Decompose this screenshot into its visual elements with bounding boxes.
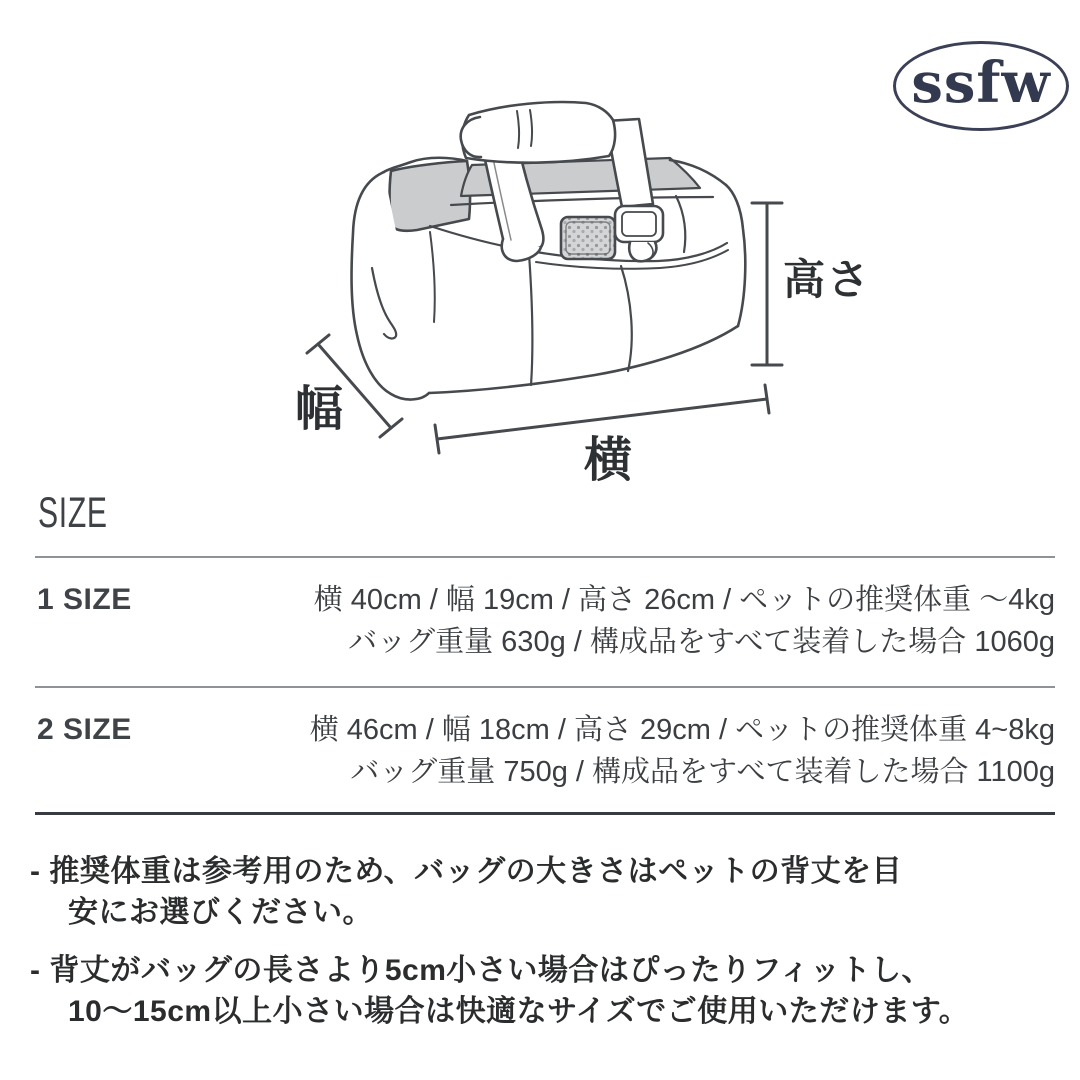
mesh-window [561,217,615,259]
bag-diagram [0,0,1080,520]
size-row-content [314,579,1055,663]
bag-top-left-panel [390,161,470,231]
size-heading: SIZE [38,489,108,537]
size-table [35,556,1055,815]
note-item-2 [30,950,1050,1032]
length-label: 横 [584,434,635,487]
size-row-spec: 横 46cm / 幅 18cm / 高さ 29cm / ペットの推奨体重 4~8kg [309,714,1055,746]
size-row-content [310,709,1055,793]
size-row-1 [35,558,1055,688]
size-row-label: 1 SIZE [37,583,132,616]
top-flap [461,102,615,163]
size-row-weight: バッグ重量 750g / 構成品をすべて装着した場合 1100g [350,756,1055,788]
brand-logo-text: ssfw [911,50,1051,116]
size-row-2 [35,688,1055,815]
bag-bottom-edge [429,326,738,393]
bag-right-edge [726,185,745,326]
bag-sketch [307,102,782,453]
note-line: - 推奨体重は参考用のため、バッグの大きさはペットの背丈を目 [30,855,903,888]
size-row-label: 2 SIZE [37,713,132,746]
height-label: 高さ [783,256,872,303]
note-line: - 背丈がバッグの長さより5cm小さい場合はぴったりフィットし、 [30,954,932,987]
note-line: 安にお選びください。 [68,896,373,929]
size-row-weight: バッグ重量 630g / 構成品をすべて装着した場合 1060g [348,626,1055,658]
width-label: 幅 [295,383,346,436]
note-item-1 [30,851,1050,933]
height-dimension-line [752,203,782,365]
size-row-spec: 横 40cm / 幅 19cm / 高さ 26cm / ペットの推奨体重 〜4kg [313,584,1055,616]
note-line: 10〜15cm以上小さい場合は快適なサイズでご使用いただけます。 [68,995,970,1028]
notes [30,851,1050,1049]
